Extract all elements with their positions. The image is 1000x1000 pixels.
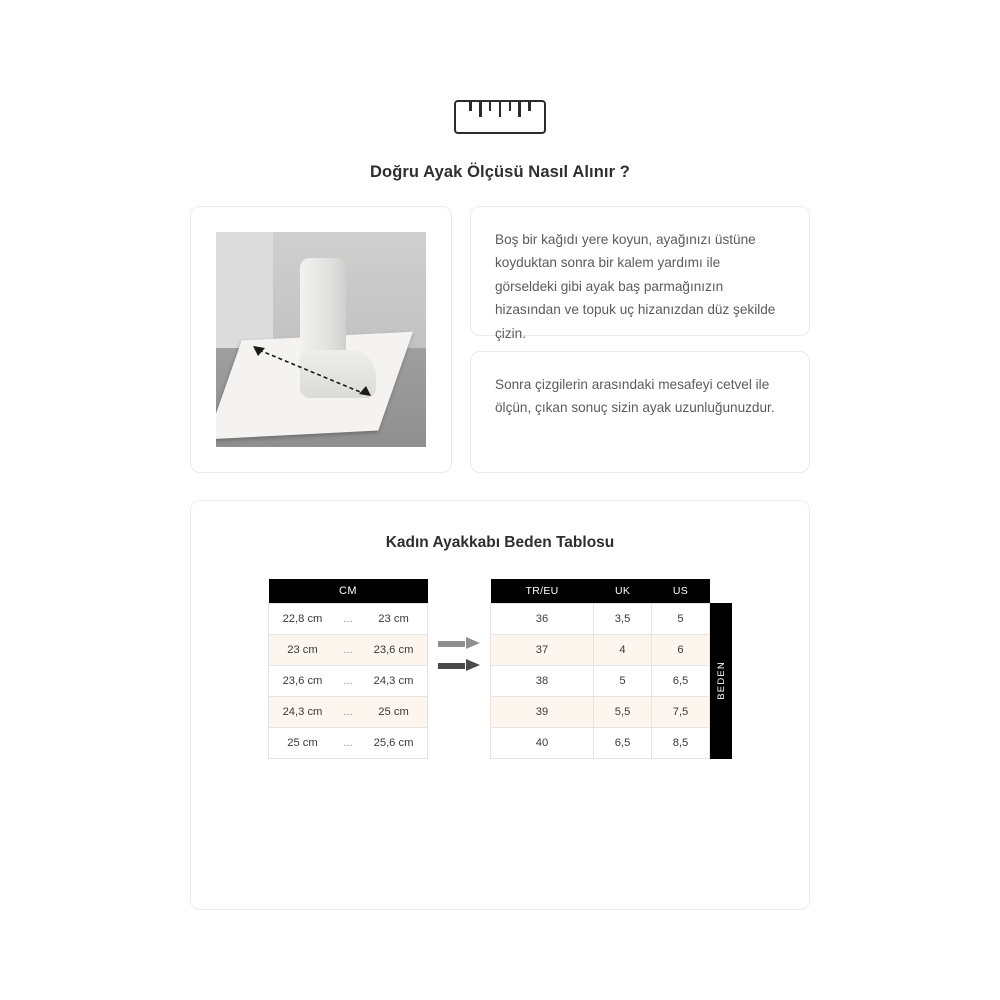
size-chart-title: Kadın Ayakkabı Beden Tablosu: [385, 534, 615, 551]
table-row: [269, 603, 428, 634]
table-row: [491, 665, 710, 696]
cm-dots: ...: [336, 665, 360, 696]
cm-from: 24,3 cm: [269, 696, 336, 727]
cm-from: 23,6 cm: [269, 665, 336, 696]
cm-dots: ...: [336, 696, 360, 727]
cm-table: [268, 579, 428, 759]
table-row: [269, 634, 428, 665]
size-tr-eu: 37: [491, 634, 594, 665]
size-uk: 4: [594, 634, 652, 665]
beden-side-label: [710, 603, 732, 759]
ruler-icon: [454, 100, 546, 134]
size-uk: 3,5: [594, 603, 652, 634]
ruler-icon-wrap: [0, 100, 1000, 134]
size-us: 6,5: [652, 665, 710, 696]
instructions-section: [190, 206, 810, 473]
size-table-wrap: [490, 579, 732, 759]
page-title: Doğru Ayak Ölçüsü Nasıl Alınır ?: [370, 163, 630, 181]
cm-from: 23 cm: [269, 634, 336, 665]
size-table-header-uk: UK: [594, 579, 652, 603]
size-chart-tables: [191, 579, 809, 759]
instruction-step-2: Sonra çizgilerin arasındaki mesafeyi cetvel ile ölçün, çıkan sonuç sizin ayak uzunluğunuzdur.: [470, 351, 810, 473]
size-table-header-us: US: [652, 579, 710, 603]
size-table-header-tr-eu: TR/EU: [491, 579, 594, 603]
cm-to: 25,6 cm: [360, 727, 427, 758]
size-us: 7,5: [652, 696, 710, 727]
size-uk: 5,5: [594, 696, 652, 727]
table-row: [269, 696, 428, 727]
arrow-right-icon: [438, 637, 480, 650]
size-us: 6: [652, 634, 710, 665]
size-uk: 6,5: [594, 727, 652, 758]
size-tr-eu: 38: [491, 665, 594, 696]
cm-dots: ...: [336, 634, 360, 665]
cm-to: 23,6 cm: [360, 634, 427, 665]
table-row: [491, 603, 710, 634]
size-chart-section: [190, 500, 810, 910]
cm-from: 25 cm: [269, 727, 336, 758]
arrow-group-icon: [428, 637, 490, 672]
table-row: [491, 727, 710, 758]
cm-table-header: CM: [269, 579, 428, 603]
arrow-right-icon: [438, 659, 480, 672]
size-uk: 5: [594, 665, 652, 696]
size-tr-eu: 36: [491, 603, 594, 634]
cm-to: 23 cm: [360, 603, 427, 634]
size-us: 8,5: [652, 727, 710, 758]
table-row: [269, 727, 428, 758]
cm-to: 25 cm: [360, 696, 427, 727]
cm-dots: ...: [336, 727, 360, 758]
size-us: 5: [652, 603, 710, 634]
foot-measure-photo: [216, 232, 426, 447]
instruction-text-column: [470, 206, 810, 473]
instruction-step-1: Boş bir kağıdı yere koyun, ayağınızı üstüne koyduktan sonra bir kalem yardımı ile görseldeki gibi ayak baş parmağınızın hizasından ve topuk uç hizanızdan düz şekilde çizin.: [470, 206, 810, 336]
cm-from: 22,8 cm: [269, 603, 336, 634]
table-row: [491, 634, 710, 665]
foot-measure-photo-card: [190, 206, 452, 473]
cm-to: 24,3 cm: [360, 665, 427, 696]
table-row: [491, 696, 710, 727]
size-tr-eu: 39: [491, 696, 594, 727]
cm-dots: ...: [336, 603, 360, 634]
table-row: [269, 665, 428, 696]
size-tr-eu: 40: [491, 727, 594, 758]
beden-side-label-text: BEDEN: [715, 661, 727, 701]
size-table: [490, 579, 710, 759]
